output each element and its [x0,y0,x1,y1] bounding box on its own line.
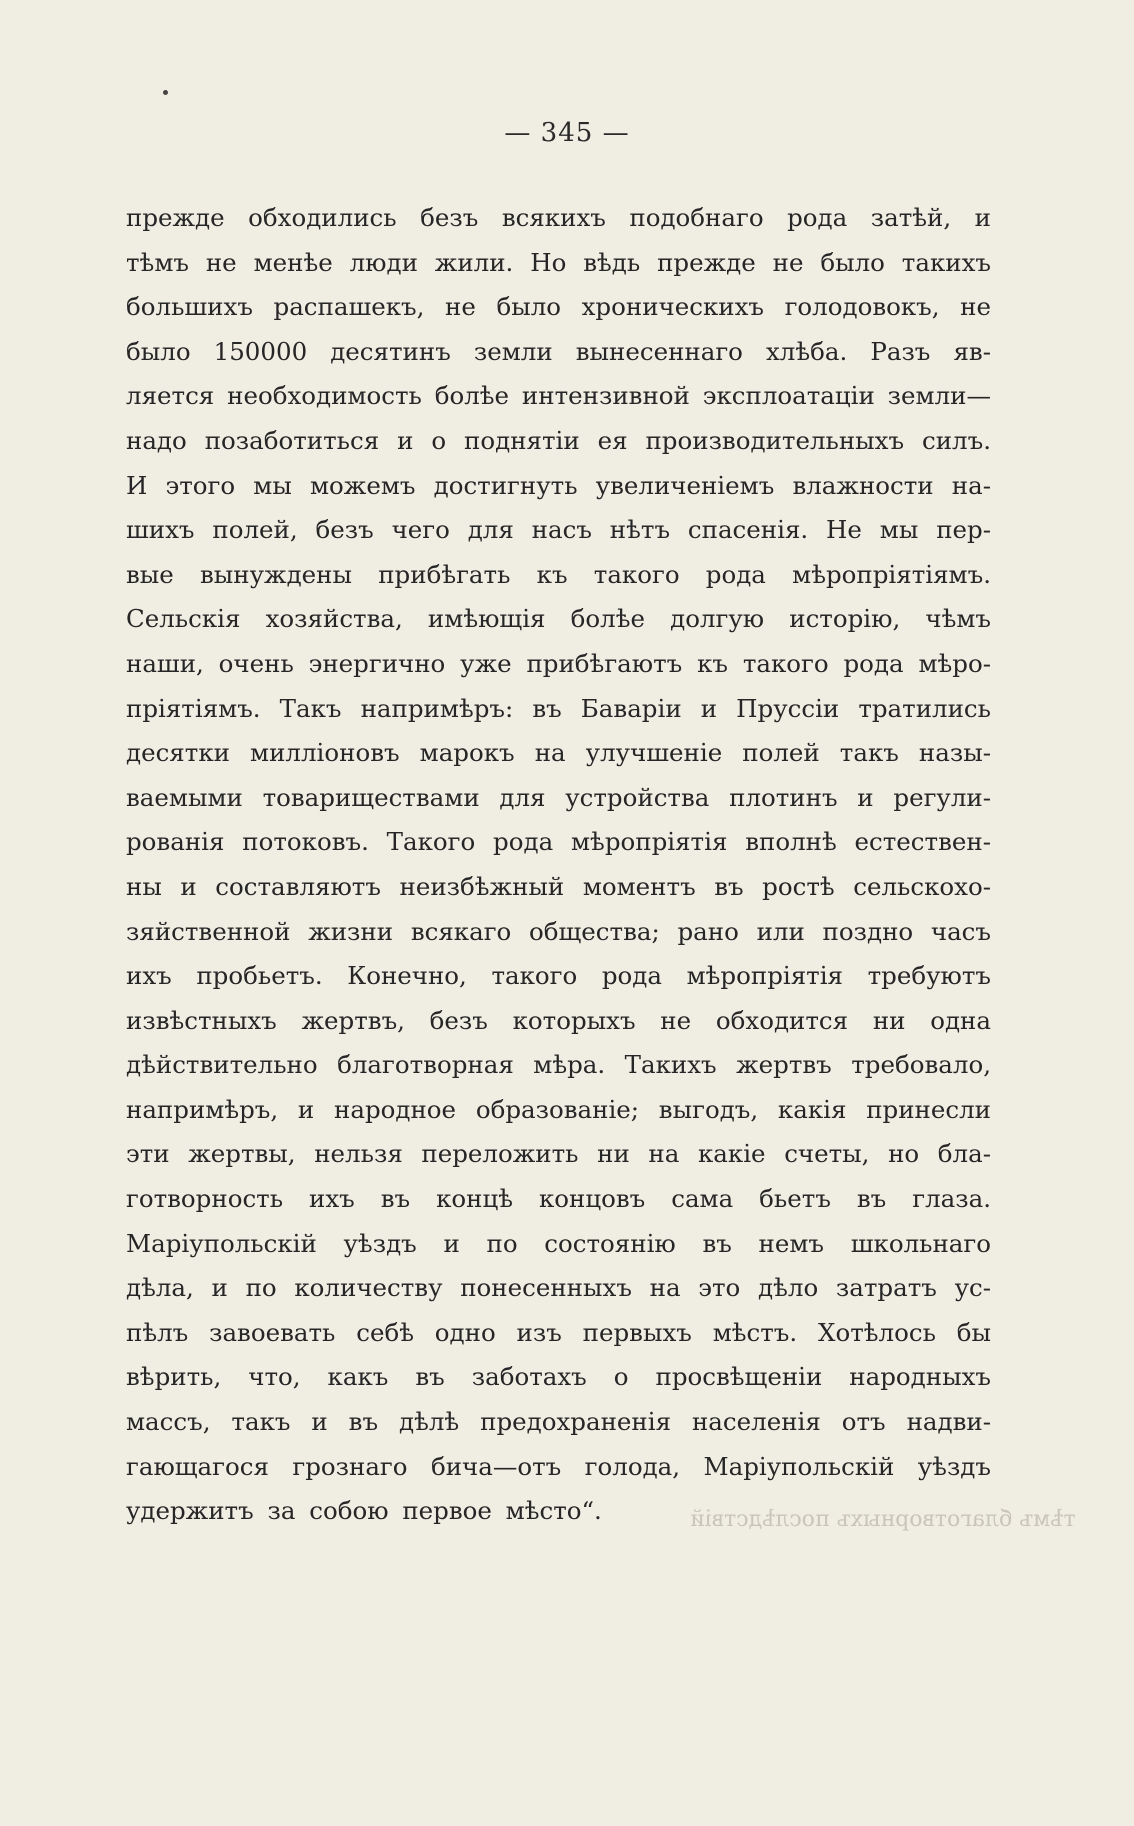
text-line: гающагося грознаго бича—отъ голода, Маріупольскій уѣздъ [126,1451,991,1481]
text-line: готворность ихъ въ концѣ концовъ сама бьетъ въ глаза. [126,1184,991,1214]
text-line: дѣйствительно благотворная мѣра. Такихъ жертвъ требовало, [126,1050,991,1080]
text-line: большихъ распашекъ, не было хроническихъ голодовокъ, не [126,292,991,322]
text-line-last: удержитъ за собою первое мѣсто“. [126,1496,602,1526]
text-line: вѣрить, что, какъ въ заботахъ о просвѣщеніи народныхъ [126,1362,991,1392]
text-line: наши, очень энергично уже прибѣгаютъ къ такого рода мѣро- [126,648,991,678]
text-line: рованія потоковъ. Такого рода мѣропріятія вполнѣ естествен- [126,827,991,857]
text-line: десятки милліоновъ марокъ на улучшеніе полей такъ назы- [126,738,991,768]
text-line: вые вынуждены прибѣгать къ такого рода мѣропріятіямъ. [126,559,991,589]
page-number: — 345 — [504,118,630,148]
text-line: массъ, такъ и въ дѣлѣ предохраненія населенія отъ надви- [126,1407,991,1437]
text-line: напримѣръ, и народное образованіе; выгодъ, какія принесли [126,1094,991,1124]
text-line: извѣстныхъ жертвъ, безъ которыхъ не обходится ни одна [126,1005,991,1035]
text-line: И этого мы можемъ достигнуть увеличеніемъ влажности на- [126,470,991,500]
text-line: пріятіямъ. Такъ напримѣръ: въ Баваріи и Пруссіи тратились [126,693,991,723]
text-line: ваемыми товариществами для устройства плотинъ и регули- [126,782,991,812]
text-line: шихъ полей, безъ чего для насъ нѣтъ спасенія. Не мы пер- [126,515,991,545]
body-text [126,196,991,1534]
text-line: дѣла, и по количеству понесенныхъ на это дѣло затратъ ус- [126,1273,991,1303]
text-line: тѣмъ не менѣе люди жили. Но вѣдь прежде не было такихъ [126,247,991,277]
bleed-through-text: тѣмъ благотворныхъ послѣдствій [690,1507,1076,1532]
text-line: Маріупольскій уѣздъ и по состоянію въ немъ школьнаго [126,1228,991,1258]
text-line: было 150000 десятинъ земли вынесеннаго хлѣба. Разъ яв- [126,336,991,366]
text-line: надо позаботиться и о поднятіи ея производительныхъ силъ. [126,425,991,455]
text-line: ны и составляютъ неизбѣжный моментъ въ ростѣ сельскохо- [126,871,991,901]
text-line: ихъ пробьетъ. Конечно, такого рода мѣропріятія требуютъ [126,961,991,991]
text-line: эти жертвы, нельзя переложить ни на какіе счеты, но бла- [126,1139,991,1169]
ink-speck [163,90,168,95]
text-line: Сельскія хозяйства, имѣющія болѣе долгую исторію, чѣмъ [126,604,991,634]
text-line: прежде обходились безъ всякихъ подобнаго рода затѣй, и [126,203,991,232]
text-line: ляется необходимость болѣе интензивной эксплоатаціи земли— [126,381,991,411]
text-line: пѣлъ завоевать себѣ одно изъ первыхъ мѣстъ. Хотѣлось бы [126,1317,991,1347]
text-line: зяйственной жизни всякаго общества; рано или поздно часъ [126,916,991,946]
